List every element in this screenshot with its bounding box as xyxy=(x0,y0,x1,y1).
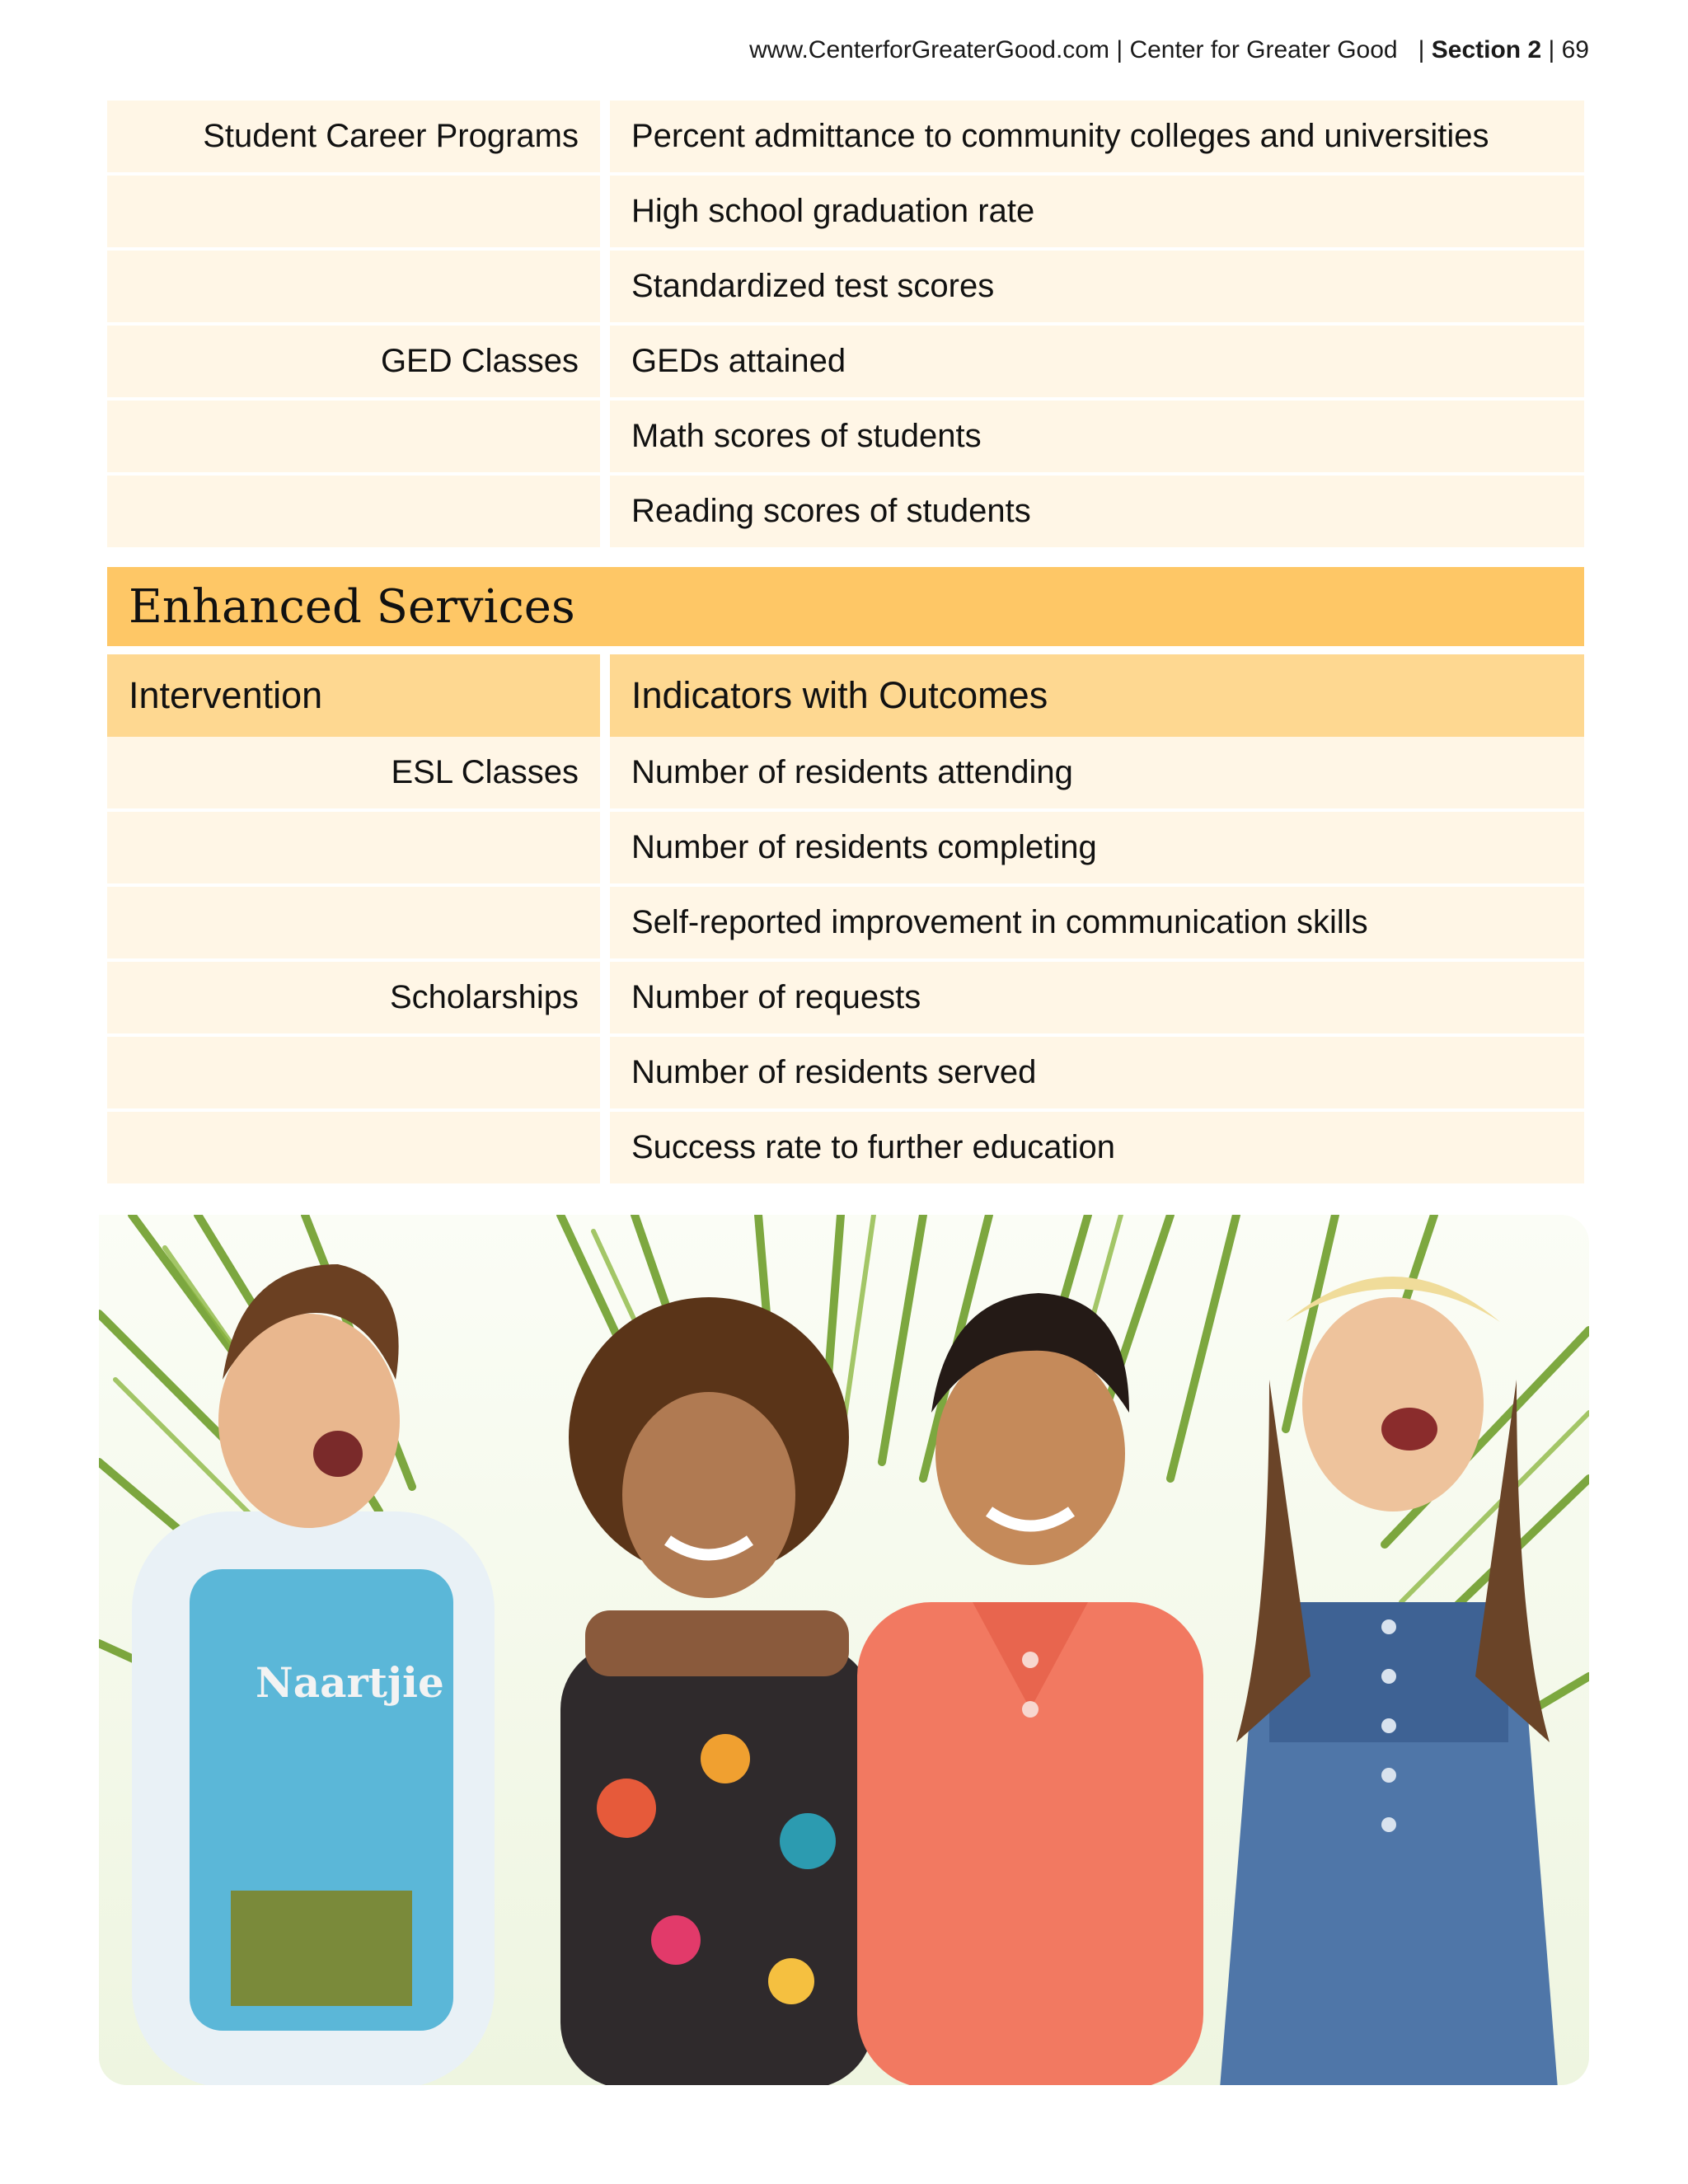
child-2 xyxy=(560,1297,874,2085)
indicator-cell: Math scores of students xyxy=(610,401,1584,476)
indicator-cell: Number of residents attending xyxy=(610,737,1584,812)
org-name: Center for Greater Good xyxy=(1129,36,1398,63)
intervention-cell xyxy=(107,812,600,887)
outcomes-table-continued xyxy=(107,101,1584,551)
indicator-cell: Percent admittance to community colleges and universities xyxy=(610,101,1584,176)
indicator-cell: Number of requests xyxy=(610,962,1584,1037)
table-header-row xyxy=(107,654,1584,737)
intervention-column-header: Intervention xyxy=(107,654,600,737)
intervention-cell: ESL Classes xyxy=(107,737,600,812)
table-row xyxy=(107,101,1584,176)
intervention-cell xyxy=(107,476,600,551)
indicator-cell: Self-reported improvement in communication skills xyxy=(610,887,1584,962)
table-row xyxy=(107,887,1584,962)
intervention-cell xyxy=(107,251,600,326)
table-row xyxy=(107,251,1584,326)
indicator-cell: High school graduation rate xyxy=(610,176,1584,251)
intervention-cell xyxy=(107,1037,600,1112)
indicator-cell: GEDs attained xyxy=(610,326,1584,401)
indicator-cell: Reading scores of students xyxy=(610,476,1584,551)
indicator-cell: Success rate to further education xyxy=(610,1112,1584,1187)
intervention-cell: Student Career Programs xyxy=(107,101,600,176)
intervention-cell: Scholarships xyxy=(107,962,600,1037)
indicator-cell: Number of residents served xyxy=(610,1037,1584,1112)
intervention-cell: GED Classes xyxy=(107,326,600,401)
table-row xyxy=(107,176,1584,251)
table-row xyxy=(107,326,1584,401)
table-row xyxy=(107,401,1584,476)
page-header xyxy=(749,36,1589,64)
children-photo-illustration xyxy=(99,1215,1589,2085)
shirt-logo-text: Naartjie xyxy=(256,1658,444,1707)
section-title: Enhanced Services xyxy=(107,567,1584,646)
table-row xyxy=(107,812,1584,887)
children-photo xyxy=(99,1215,1589,2085)
table-row xyxy=(107,1112,1584,1187)
table-row xyxy=(107,962,1584,1037)
intervention-cell xyxy=(107,1112,600,1187)
indicator-cell: Standardized test scores xyxy=(610,251,1584,326)
intervention-cell xyxy=(107,401,600,476)
table-row xyxy=(107,737,1584,812)
intervention-cell xyxy=(107,176,600,251)
enhanced-services-table xyxy=(107,567,1584,1187)
table-row xyxy=(107,476,1584,551)
header-divider: | xyxy=(1548,36,1562,63)
section-label: Section 2 xyxy=(1431,36,1542,63)
intervention-cell xyxy=(107,887,600,962)
indicator-cell: Number of residents completing xyxy=(610,812,1584,887)
header-divider: | xyxy=(1116,36,1130,63)
page-number: 69 xyxy=(1561,36,1589,63)
indicators-column-header: Indicators with Outcomes xyxy=(610,654,1584,737)
table-row xyxy=(107,1037,1584,1112)
header-divider: | xyxy=(1404,36,1432,63)
site-url[interactable]: www.CenterforGreaterGood.com xyxy=(749,36,1109,63)
